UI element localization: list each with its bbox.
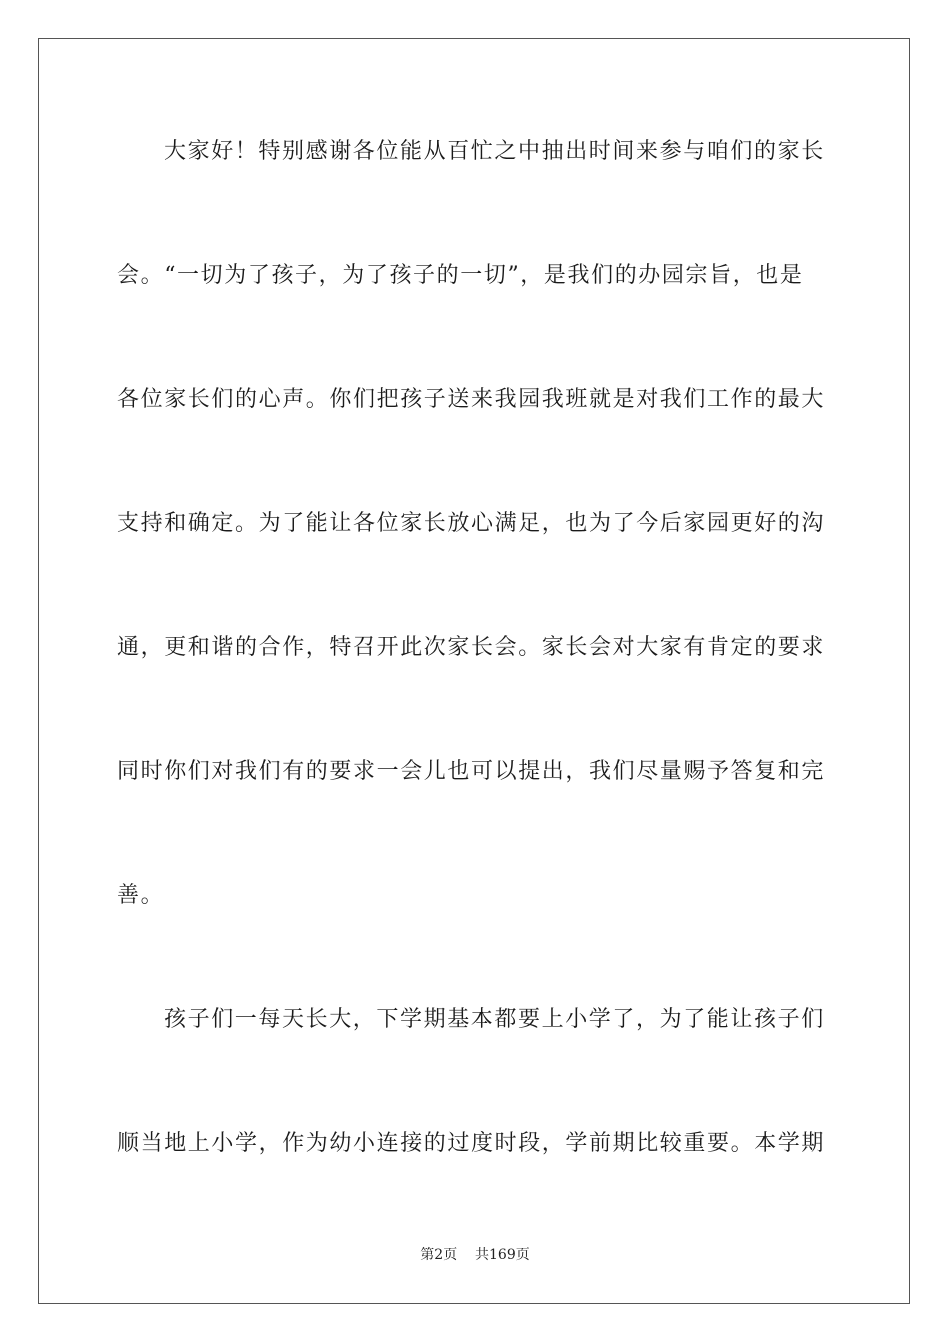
paragraph-1-line-7: 善。 <box>117 883 165 908</box>
footer-page-number: 2 <box>434 1247 444 1263</box>
paragraph-1-line-4: 支持和确定。为了能让各位家长放心满足，也为了今后家园更好的沟 <box>117 511 826 536</box>
page-border <box>38 38 910 1304</box>
page-footer <box>0 1246 950 1264</box>
paragraph-1-line-3: 各位家长们的心声。你们把孩子送来我园我班就是对我们工作的最大 <box>117 387 826 412</box>
paragraph-1-line-2: 会。“一切为了孩子，为了孩子的一切”，是我们的办园宗旨，也是 <box>117 263 804 288</box>
paragraph-1-line-1: 大家好！特别感谢各位能从百忙之中抽出时间来参与咱们的家长 <box>164 139 825 164</box>
footer-page-suffix: 页 <box>443 1247 458 1263</box>
paragraph-2-line-2: 顺当地上小学，作为幼小连接的过度时段，学前期比较重要。本学期 <box>117 1131 826 1156</box>
footer-total-pages: 169 <box>489 1247 516 1263</box>
paragraph-1-line-6: 同时你们对我们有的要求一会儿也可以提出，我们尽量赐予答复和完 <box>117 759 826 784</box>
footer-page-prefix: 第 <box>420 1247 435 1263</box>
footer-total-suffix: 页 <box>515 1247 530 1263</box>
paragraph-2-line-1: 孩子们一每天长大，下学期基本都要上小学了，为了能让孩子们 <box>164 1007 825 1032</box>
footer-total-prefix: 共 <box>475 1247 489 1263</box>
paragraph-1-line-5: 通，更和谐的合作，特召开此次家长会。家长会对大家有肯定的要求 <box>117 635 826 660</box>
